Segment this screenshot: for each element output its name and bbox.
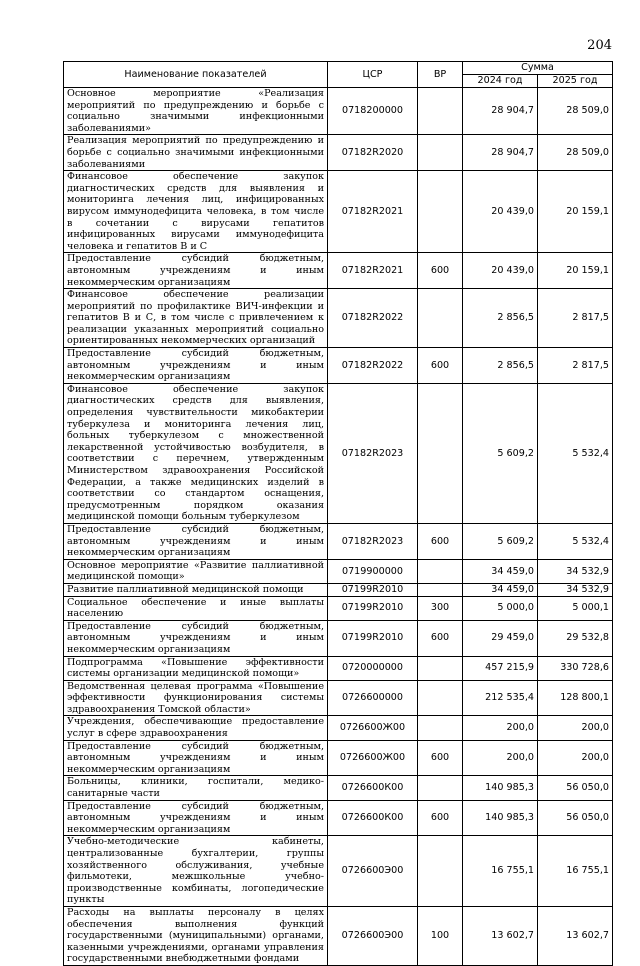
- row-sum-2024: 20 439,0: [463, 253, 538, 289]
- row-name: Предоставление субсидий бюджетным, автономным учреждениям и иным некоммерческим организациям: [64, 740, 328, 776]
- row-vr: 300: [418, 596, 463, 620]
- row-csr: 0726600Ж00: [328, 740, 418, 776]
- row-vr: 600: [418, 253, 463, 289]
- row-vr: 600: [418, 740, 463, 776]
- row-sum-2024: 28 904,7: [463, 135, 538, 171]
- row-csr: 0720000000: [328, 656, 418, 680]
- table-row: [64, 383, 613, 523]
- table-row: [64, 836, 613, 907]
- row-csr: 0726600Э00: [328, 906, 418, 965]
- row-sum-2025: 5 000,1: [538, 596, 613, 620]
- row-sum-2024: 200,0: [463, 740, 538, 776]
- row-sum-2025: 56 050,0: [538, 800, 613, 836]
- row-csr: 07182R2022: [328, 289, 418, 348]
- row-csr: 0726600Ж00: [328, 716, 418, 740]
- row-sum-2025: 28 509,0: [538, 135, 613, 171]
- row-vr: [418, 680, 463, 716]
- row-name: Развитие паллиативной медицинской помощи: [64, 583, 328, 596]
- table-body: [64, 88, 613, 966]
- row-sum-2025: 200,0: [538, 740, 613, 776]
- row-vr: [418, 88, 463, 135]
- row-sum-2024: 5 000,0: [463, 596, 538, 620]
- row-sum-2025: 29 532,8: [538, 620, 613, 656]
- header-csr: ЦСР: [328, 62, 418, 88]
- row-sum-2024: 29 459,0: [463, 620, 538, 656]
- header-name: Наименование показателей: [64, 62, 328, 88]
- row-csr: 07182R2021: [328, 253, 418, 289]
- row-name: Предоставление субсидий бюджетным, автономным учреждениям и иным некоммерческим организациям: [64, 620, 328, 656]
- table-row: [64, 559, 613, 583]
- row-vr: [418, 836, 463, 907]
- row-name: Предоставление субсидий бюджетным, автономным учреждениям и иным некоммерческим организациям: [64, 800, 328, 836]
- row-sum-2025: 28 509,0: [538, 88, 613, 135]
- table-row: [64, 523, 613, 559]
- row-name: Больницы, клиники, госпитали, медико-санитарные части: [64, 776, 328, 800]
- row-csr: 07182R2023: [328, 383, 418, 523]
- row-csr: 07182R2023: [328, 523, 418, 559]
- row-sum-2024: 28 904,7: [463, 88, 538, 135]
- row-csr: 07199R2010: [328, 583, 418, 596]
- row-name: Финансовое обеспечение закупок диагностических средств для выявления и мониторинга лечения лиц, инфицированных вирусом иммунодефицита человека, в том числе в сочетании с вирусами гепатитов инфицированных вирусами иммунодефицита человека и гепатитов В и С: [64, 171, 328, 253]
- row-sum-2025: 34 532,9: [538, 559, 613, 583]
- row-vr: 100: [418, 906, 463, 965]
- row-name: Предоставление субсидий бюджетным, автономным учреждениям и иным некоммерческим организациям: [64, 348, 328, 384]
- table-row: [64, 776, 613, 800]
- row-name: Финансовое обеспечение закупок диагностических средств для выявления, определения чувствительности микобактерии туберкулеза и мониторинга лечения лиц, больных туберкулезом с множественной лекарственной устойчивостью возбудителя, в соответствии с перечнем, утвержденным Министерством здравоохранения Российской Федерации, а также медицинских изделий в соответствии со стандартом оснащения, предусмотренным порядком оказания медицинской помощи больным туберкулезом: [64, 383, 328, 523]
- row-vr: 600: [418, 523, 463, 559]
- row-vr: [418, 289, 463, 348]
- row-csr: 0718200000: [328, 88, 418, 135]
- row-vr: [418, 776, 463, 800]
- row-name: Предоставление субсидий бюджетным, автономным учреждениям и иным некоммерческим организациям: [64, 523, 328, 559]
- row-name: Финансовое обеспечение реализации мероприятий по профилактике ВИЧ-инфекции и гепатитов В и С, в том числе с привлечением к реализации указанных мероприятий социально ориентированных некоммерческих организаций: [64, 289, 328, 348]
- row-vr: [418, 716, 463, 740]
- row-sum-2024: 200,0: [463, 716, 538, 740]
- table-row: [64, 171, 613, 253]
- row-sum-2025: 20 159,1: [538, 171, 613, 253]
- header-year-2025: 2025 год: [538, 75, 613, 88]
- table-row: [64, 88, 613, 135]
- table-header: [64, 62, 613, 88]
- row-name: Учреждения, обеспечивающие предоставление услуг в сфере здравоохранения: [64, 716, 328, 740]
- row-vr: [418, 656, 463, 680]
- row-sum-2024: 34 459,0: [463, 559, 538, 583]
- table-row: [64, 583, 613, 596]
- row-sum-2024: 13 602,7: [463, 906, 538, 965]
- table-row: [64, 596, 613, 620]
- row-sum-2024: 20 439,0: [463, 171, 538, 253]
- table-row: [64, 135, 613, 171]
- row-sum-2025: 34 532,9: [538, 583, 613, 596]
- row-csr: 07199R2010: [328, 620, 418, 656]
- page-number: 204: [587, 38, 612, 53]
- row-sum-2025: 2 817,5: [538, 289, 613, 348]
- row-name: Подпрограмма «Повышение эффективности системы организации медицинской помощи»: [64, 656, 328, 680]
- row-sum-2025: 5 532,4: [538, 383, 613, 523]
- row-csr: 07182R2022: [328, 348, 418, 384]
- table-row: [64, 716, 613, 740]
- row-vr: [418, 559, 463, 583]
- table-row: [64, 800, 613, 836]
- row-sum-2024: 2 856,5: [463, 289, 538, 348]
- row-name: Ведомственная целевая программа «Повышение эффективности функционирования системы здравоохранения Томской области»: [64, 680, 328, 716]
- row-vr: 600: [418, 620, 463, 656]
- row-sum-2025: 56 050,0: [538, 776, 613, 800]
- row-sum-2024: 140 985,3: [463, 800, 538, 836]
- row-csr: 0719900000: [328, 559, 418, 583]
- table-row: [64, 289, 613, 348]
- table-row: [64, 253, 613, 289]
- table-row: [64, 656, 613, 680]
- row-csr: 0726600К00: [328, 776, 418, 800]
- header-sum: Сумма: [463, 62, 613, 75]
- table-row: [64, 620, 613, 656]
- row-sum-2024: 457 215,9: [463, 656, 538, 680]
- row-sum-2024: 34 459,0: [463, 583, 538, 596]
- row-name: Предоставление субсидий бюджетным, автономным учреждениям и иным некоммерческим организациям: [64, 253, 328, 289]
- budget-table: [63, 61, 613, 966]
- row-sum-2025: 16 755,1: [538, 836, 613, 907]
- row-sum-2025: 128 800,1: [538, 680, 613, 716]
- header-vr: ВР: [418, 62, 463, 88]
- row-sum-2024: 16 755,1: [463, 836, 538, 907]
- row-sum-2024: 140 985,3: [463, 776, 538, 800]
- header-year-2024: 2024 год: [463, 75, 538, 88]
- table-row: [64, 680, 613, 716]
- row-sum-2024: 2 856,5: [463, 348, 538, 384]
- row-sum-2025: 13 602,7: [538, 906, 613, 965]
- row-sum-2025: 330 728,6: [538, 656, 613, 680]
- row-name: Учебно-методические кабинеты, централизованные бухгалтерии, группы хозяйственного обслуживания, учебные фильмотеки, межшкольные учебно-производственные комбинаты, логопедические пункты: [64, 836, 328, 907]
- row-sum-2025: 2 817,5: [538, 348, 613, 384]
- table-row: [64, 740, 613, 776]
- row-sum-2025: 5 532,4: [538, 523, 613, 559]
- row-csr: 07199R2010: [328, 596, 418, 620]
- row-vr: 600: [418, 348, 463, 384]
- table-row: [64, 906, 613, 965]
- row-vr: [418, 383, 463, 523]
- row-sum-2024: 5 609,2: [463, 523, 538, 559]
- row-vr: [418, 171, 463, 253]
- row-name: Социальное обеспечение и иные выплаты населению: [64, 596, 328, 620]
- row-name: Основное мероприятие «Развитие паллиативной медицинской помощи»: [64, 559, 328, 583]
- row-vr: [418, 135, 463, 171]
- row-sum-2024: 212 535,4: [463, 680, 538, 716]
- row-name: Основное мероприятие «Реализация мероприятий по предупреждению и борьбе с социально значимыми инфекционными заболеваниями»: [64, 88, 328, 135]
- row-csr: 07182R2021: [328, 171, 418, 253]
- row-csr: 0726600К00: [328, 800, 418, 836]
- row-name: Расходы на выплаты персоналу в целях обеспечения выполнения функций государственными (муниципальными) органами, казенными учреждениями, органами управления государственными внебюджетными фондами: [64, 906, 328, 965]
- table-row: [64, 348, 613, 384]
- row-sum-2024: 5 609,2: [463, 383, 538, 523]
- row-name: Реализация мероприятий по предупреждению и борьбе с социально значимыми инфекционными заболеваниями: [64, 135, 328, 171]
- row-vr: [418, 583, 463, 596]
- row-csr: 0726600Э00: [328, 836, 418, 907]
- row-vr: 600: [418, 800, 463, 836]
- row-sum-2025: 20 159,1: [538, 253, 613, 289]
- row-sum-2025: 200,0: [538, 716, 613, 740]
- row-csr: 07182R2020: [328, 135, 418, 171]
- row-csr: 0726600000: [328, 680, 418, 716]
